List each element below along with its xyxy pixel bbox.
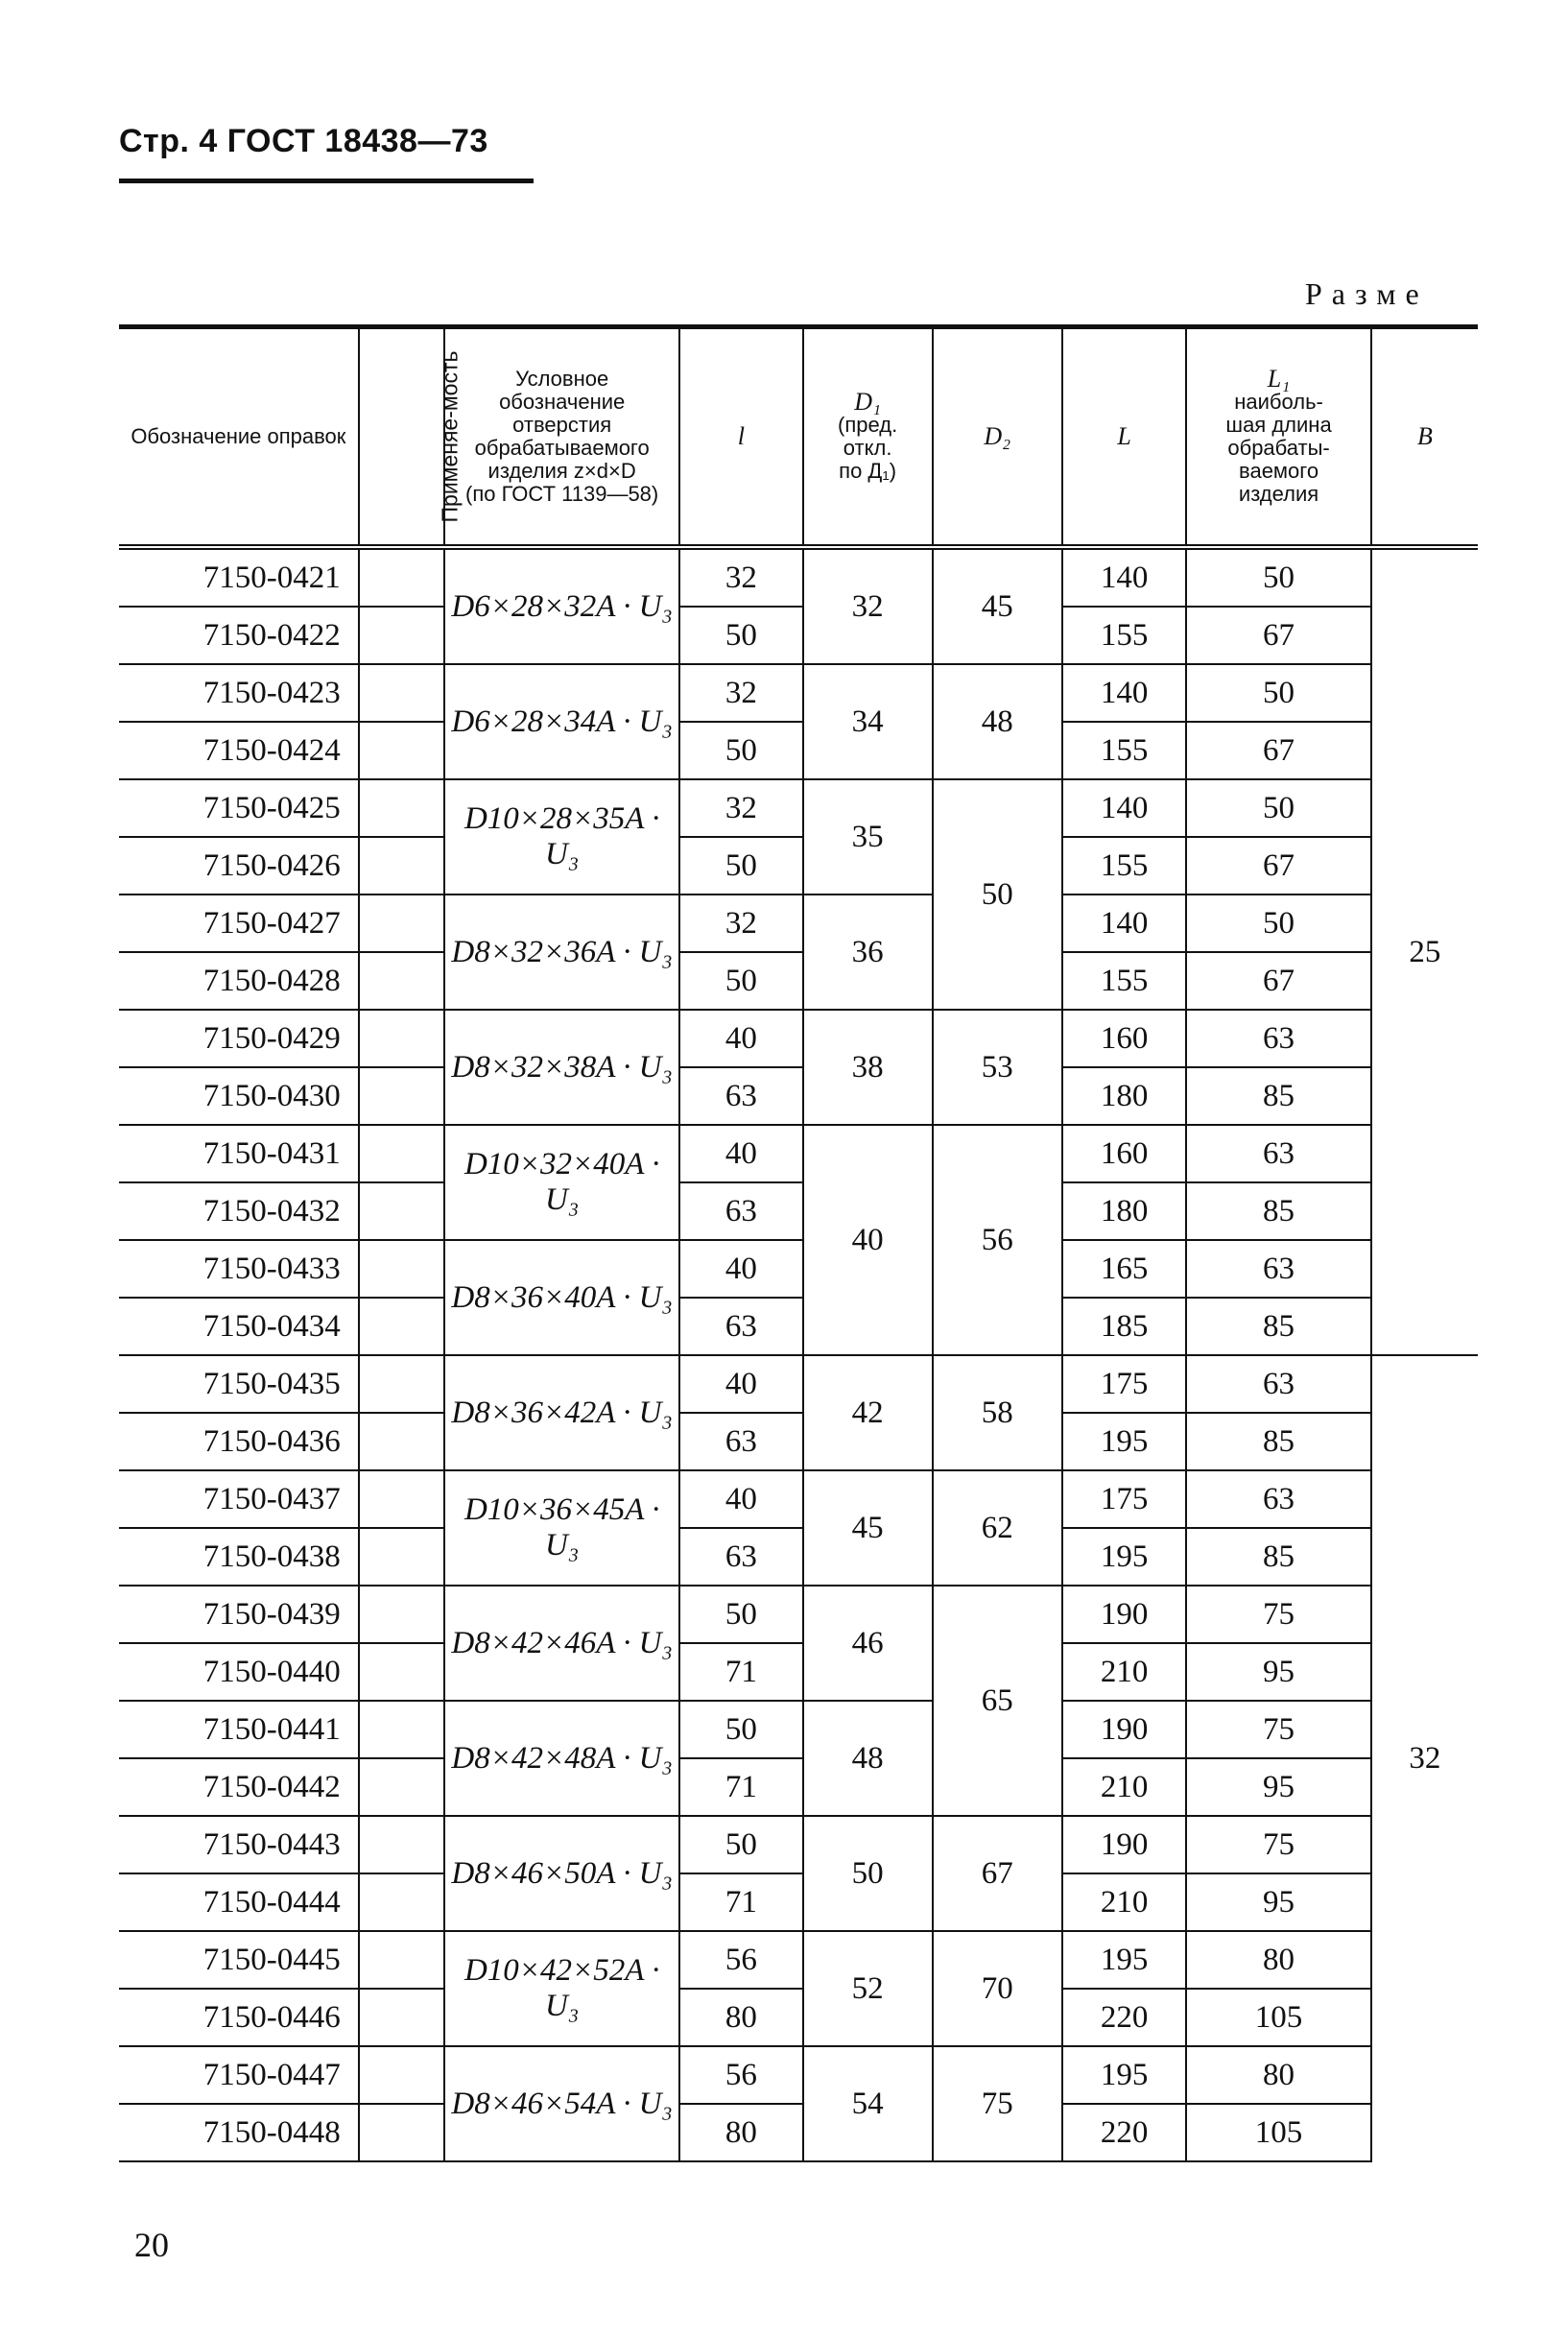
length-L1: 85 (1186, 1528, 1370, 1586)
mandrel-code: 7150-0437 (119, 1470, 359, 1528)
mandrel-code: 7150-0422 (119, 607, 359, 664)
length-L: 175 (1062, 1470, 1186, 1528)
mandrel-code: 7150-0434 (119, 1298, 359, 1355)
length-l: 71 (679, 1643, 802, 1701)
length-L: 180 (1062, 1182, 1186, 1240)
table-row (119, 1701, 1478, 1758)
length-L1: 105 (1186, 1989, 1370, 2046)
diameter-d1: 32 (803, 547, 933, 664)
col-header-L (1062, 327, 1186, 548)
mandrel-code: 7150-0444 (119, 1873, 359, 1931)
applicability-cell (359, 2046, 444, 2104)
mandrel-code: 7150-0423 (119, 664, 359, 722)
table-row (119, 1355, 1478, 1413)
sizes-label: Разме (1305, 276, 1429, 311)
diameter-d1: 36 (803, 895, 933, 1010)
hole-designation: D8×46×54A · U₃ (444, 2046, 679, 2161)
applicability-cell (359, 1586, 444, 1643)
length-l: 56 (679, 2046, 802, 2104)
length-l: 71 (679, 1873, 802, 1931)
length-L: 140 (1062, 895, 1186, 952)
hole-header-line: обозначение (499, 390, 626, 414)
mandrel-code: 7150-0446 (119, 1989, 359, 2046)
hole-designation: D10×28×35A · U₃ (444, 779, 679, 895)
length-L1: 63 (1186, 1470, 1370, 1528)
width-b: 25 (1371, 547, 1478, 1355)
mandrel-code: 7150-0439 (119, 1586, 359, 1643)
mandrel-code: 7150-0425 (119, 779, 359, 837)
length-L: 175 (1062, 1355, 1186, 1413)
hole-designation: D10×42×52A · U₃ (444, 1931, 679, 2046)
diameter-d1: 40 (803, 1125, 933, 1355)
d1-header-line: D₁ (854, 388, 882, 416)
length-l: 80 (679, 1989, 802, 2046)
mandrel-code: 7150-0430 (119, 1067, 359, 1125)
mandrel-code: 7150-0432 (119, 1182, 359, 1240)
length-l: 56 (679, 1931, 802, 1989)
table-row (119, 2104, 1478, 2161)
table-row (119, 1528, 1478, 1586)
mandrel-code: 7150-0421 (119, 547, 359, 607)
width-b: 32 (1371, 1355, 1478, 2161)
d1-header-line: откл. (843, 436, 892, 460)
table-row (119, 1067, 1478, 1125)
length-l: 50 (679, 952, 802, 1010)
hole-header-line: изделия z×d×D (487, 459, 636, 483)
length-l: 50 (679, 1586, 802, 1643)
col-header-B (1371, 327, 1478, 548)
table-row (119, 2046, 1478, 2104)
table-row (119, 1989, 1478, 2046)
applicability-cell (359, 779, 444, 837)
mandrel-code: 7150-0429 (119, 1010, 359, 1067)
col-header-applicability (359, 327, 463, 548)
mandrel-code: 7150-0447 (119, 2046, 359, 2104)
hole-designation: D8×42×46A · U₃ (444, 1586, 679, 1701)
length-L1: 67 (1186, 952, 1370, 1010)
length-L: 155 (1062, 952, 1186, 1010)
length-L: 210 (1062, 1758, 1186, 1816)
diameter-d1: 46 (803, 1586, 933, 1701)
table-row (119, 1873, 1478, 1931)
diameter-d1: 54 (803, 2046, 933, 2161)
table-row (119, 895, 1478, 952)
L1-header-line: L₁ (1267, 365, 1291, 393)
applicability-cell (359, 1643, 444, 1701)
table-row (119, 1758, 1478, 1816)
table-row (119, 1298, 1478, 1355)
mandrel-code: 7150-0427 (119, 895, 359, 952)
length-L1: 50 (1186, 664, 1370, 722)
table-row (119, 547, 1478, 607)
table-row (119, 1586, 1478, 1643)
table-row (119, 722, 1478, 779)
length-l: 50 (679, 722, 802, 779)
length-L: 210 (1062, 1643, 1186, 1701)
diameter-d1: 52 (803, 1931, 933, 2046)
diameter-d1: 48 (803, 1701, 933, 1816)
table-body (119, 547, 1478, 2161)
diameter-d2: 53 (933, 1010, 1062, 1125)
hole-header-line: Условное (515, 367, 609, 391)
length-l: 63 (679, 1182, 802, 1240)
table-row (119, 664, 1478, 722)
diameter-d1: 45 (803, 1470, 933, 1586)
length-l: 80 (679, 2104, 802, 2161)
diameter-d2: 45 (933, 547, 1062, 664)
table-header-row (119, 327, 1478, 548)
length-L1: 50 (1186, 547, 1370, 607)
applicability-cell (359, 1758, 444, 1816)
length-l: 32 (679, 779, 802, 837)
applicability-cell (359, 1125, 444, 1182)
diameter-d1: 35 (803, 779, 933, 895)
length-L1: 95 (1186, 1758, 1370, 1816)
L1-header-line: шая длина (1225, 413, 1332, 437)
d2-symbol: D₂ (984, 421, 1011, 450)
length-L: 220 (1062, 1989, 1186, 2046)
hole-designation: D10×32×40A · U₃ (444, 1125, 679, 1240)
table-row (119, 1643, 1478, 1701)
length-L: 185 (1062, 1298, 1186, 1355)
B-symbol: B (1416, 421, 1433, 450)
length-L1: 80 (1186, 1931, 1370, 1989)
length-L1: 95 (1186, 1643, 1370, 1701)
length-L1: 50 (1186, 779, 1370, 837)
length-l: 40 (679, 1355, 802, 1413)
L1-header-line: изделия (1238, 482, 1319, 506)
applicability-cell (359, 895, 444, 952)
hole-designation: D8×46×50A · U₃ (444, 1816, 679, 1931)
applicability-cell (359, 1701, 444, 1758)
hole-header-line: отверстия (512, 413, 612, 437)
applicability-cell (359, 1240, 444, 1298)
table-row (119, 837, 1478, 895)
applicability-label: Применяе-мость (437, 349, 463, 523)
diameter-d2: 65 (933, 1586, 1062, 1816)
applicability-cell (359, 722, 444, 779)
applicability-cell (359, 664, 444, 722)
mandrel-code: 7150-0436 (119, 1413, 359, 1470)
applicability-cell (359, 952, 444, 1010)
diameter-d1: 34 (803, 664, 933, 779)
length-L: 160 (1062, 1125, 1186, 1182)
length-L1: 75 (1186, 1586, 1370, 1643)
length-L: 195 (1062, 2046, 1186, 2104)
hole-designation: D8×32×38A · U₃ (444, 1010, 679, 1125)
table-row (119, 1931, 1478, 1989)
hole-designation: D10×36×45A · U₃ (444, 1470, 679, 1586)
length-L: 195 (1062, 1528, 1186, 1586)
header-rule (119, 179, 534, 183)
mandrel-code: 7150-0448 (119, 2104, 359, 2161)
length-L1: 67 (1186, 722, 1370, 779)
length-L1: 67 (1186, 837, 1370, 895)
length-L1: 75 (1186, 1701, 1370, 1758)
length-L1: 63 (1186, 1010, 1370, 1067)
applicability-cell (359, 1298, 444, 1355)
col-header-d1 (803, 327, 933, 548)
length-L: 220 (1062, 2104, 1186, 2161)
applicability-cell (359, 837, 444, 895)
applicability-cell (359, 1355, 444, 1413)
length-l: 63 (679, 1298, 802, 1355)
applicability-cell (359, 1931, 444, 1989)
table-row (119, 1182, 1478, 1240)
col-header-d2 (933, 327, 1062, 548)
length-L1: 105 (1186, 2104, 1370, 2161)
length-l: 32 (679, 664, 802, 722)
length-L: 195 (1062, 1931, 1186, 1989)
applicability-cell (359, 1528, 444, 1586)
mandrel-code: 7150-0442 (119, 1758, 359, 1816)
length-L1: 85 (1186, 1182, 1370, 1240)
length-L1: 50 (1186, 895, 1370, 952)
length-l: 32 (679, 547, 802, 607)
length-l: 40 (679, 1010, 802, 1067)
length-L: 140 (1062, 547, 1186, 607)
length-L: 155 (1062, 837, 1186, 895)
applicability-cell (359, 1873, 444, 1931)
length-L1: 75 (1186, 1816, 1370, 1873)
L1-header-line: ваемого (1239, 459, 1319, 483)
hole-header-line: (по ГОСТ 1139—58) (465, 482, 659, 506)
length-L: 190 (1062, 1586, 1186, 1643)
mandrel-code: 7150-0441 (119, 1701, 359, 1758)
diameter-d2: 50 (933, 779, 1062, 1010)
diameter-d2: 67 (933, 1816, 1062, 1931)
mandrel-code: 7150-0445 (119, 1931, 359, 1989)
length-l: 40 (679, 1125, 802, 1182)
applicability-cell (359, 1182, 444, 1240)
mandrel-code: 7150-0424 (119, 722, 359, 779)
applicability-cell (359, 2104, 444, 2161)
applicability-cell (359, 1816, 444, 1873)
length-L1: 63 (1186, 1355, 1370, 1413)
L1-header-line: наиболь- (1234, 390, 1323, 414)
col-header-l (679, 327, 802, 548)
length-L: 140 (1062, 779, 1186, 837)
d1-header-line: (пред. (838, 413, 898, 437)
length-l: 50 (679, 837, 802, 895)
table-row (119, 607, 1478, 664)
length-l: 50 (679, 1816, 802, 1873)
diameter-d2: 58 (933, 1355, 1062, 1470)
length-l: 32 (679, 895, 802, 952)
mandrel-code: 7150-0428 (119, 952, 359, 1010)
length-L: 165 (1062, 1240, 1186, 1298)
length-l: 40 (679, 1470, 802, 1528)
applicability-cell (359, 1067, 444, 1125)
length-L: 155 (1062, 607, 1186, 664)
length-L: 160 (1062, 1010, 1186, 1067)
mandrel-code: 7150-0426 (119, 837, 359, 895)
L1-header-line: обрабаты- (1227, 436, 1330, 460)
length-l: 50 (679, 607, 802, 664)
length-L1: 67 (1186, 607, 1370, 664)
length-L1: 63 (1186, 1240, 1370, 1298)
applicability-cell (359, 1470, 444, 1528)
diameter-d2: 70 (933, 1931, 1062, 2046)
length-l: 40 (679, 1240, 802, 1298)
table-row (119, 1125, 1478, 1182)
diameter-d2: 75 (933, 2046, 1062, 2161)
table-row (119, 952, 1478, 1010)
applicability-cell (359, 1010, 444, 1067)
l-symbol: l (737, 421, 745, 450)
applicability-cell (359, 1413, 444, 1470)
hole-designation: D6×28×32A · U₃ (444, 547, 679, 664)
length-L: 140 (1062, 664, 1186, 722)
length-L: 210 (1062, 1873, 1186, 1931)
table-row (119, 779, 1478, 837)
length-L: 190 (1062, 1816, 1186, 1873)
diameter-d2: 48 (933, 664, 1062, 779)
diameter-d2: 62 (933, 1470, 1062, 1586)
hole-designation: D6×28×34A · U₃ (444, 664, 679, 779)
mandrel-code: 7150-0440 (119, 1643, 359, 1701)
hole-designation: D8×36×40A · U₃ (444, 1240, 679, 1355)
mandrel-code: 7150-0433 (119, 1240, 359, 1298)
length-L: 195 (1062, 1413, 1186, 1470)
length-l: 50 (679, 1701, 802, 1758)
length-L1: 85 (1186, 1298, 1370, 1355)
length-l: 63 (679, 1067, 802, 1125)
col-header-hole (444, 327, 679, 548)
col-header-code: Обозначение оправок (119, 327, 359, 548)
table-row (119, 1010, 1478, 1067)
hole-designation: D8×32×36A · U₃ (444, 895, 679, 1010)
page-header: Стр. 4 ГОСТ 18438—73 (119, 123, 488, 159)
length-L: 190 (1062, 1701, 1186, 1758)
length-L1: 63 (1186, 1125, 1370, 1182)
table-row (119, 1816, 1478, 1873)
hole-designation: D8×42×48A · U₃ (444, 1701, 679, 1816)
mandrel-table (119, 324, 1478, 2162)
length-l: 71 (679, 1758, 802, 1816)
applicability-cell (359, 607, 444, 664)
diameter-d1: 50 (803, 1816, 933, 1931)
mandrel-code: 7150-0443 (119, 1816, 359, 1873)
diameter-d2: 56 (933, 1125, 1062, 1355)
length-L1: 80 (1186, 2046, 1370, 2104)
col-header-L1 (1186, 327, 1370, 548)
d1-header-line: по Д₁) (839, 459, 897, 483)
length-l: 63 (679, 1528, 802, 1586)
length-L1: 85 (1186, 1413, 1370, 1470)
hole-header-line: обрабатываемого (474, 436, 650, 460)
applicability-cell (359, 547, 444, 607)
length-L: 155 (1062, 722, 1186, 779)
diameter-d1: 38 (803, 1010, 933, 1125)
length-L1: 85 (1186, 1067, 1370, 1125)
length-l: 63 (679, 1413, 802, 1470)
mandrel-code: 7150-0431 (119, 1125, 359, 1182)
length-L: 180 (1062, 1067, 1186, 1125)
diameter-d1: 42 (803, 1355, 933, 1470)
L-symbol: L (1117, 421, 1131, 450)
table-row (119, 1413, 1478, 1470)
page-number: 20 (134, 2226, 169, 2264)
table-row (119, 1470, 1478, 1528)
applicability-cell (359, 1989, 444, 2046)
mandrel-code: 7150-0435 (119, 1355, 359, 1413)
length-L1: 95 (1186, 1873, 1370, 1931)
mandrel-code: 7150-0438 (119, 1528, 359, 1586)
table-row (119, 1240, 1478, 1298)
hole-designation: D8×36×42A · U₃ (444, 1355, 679, 1470)
